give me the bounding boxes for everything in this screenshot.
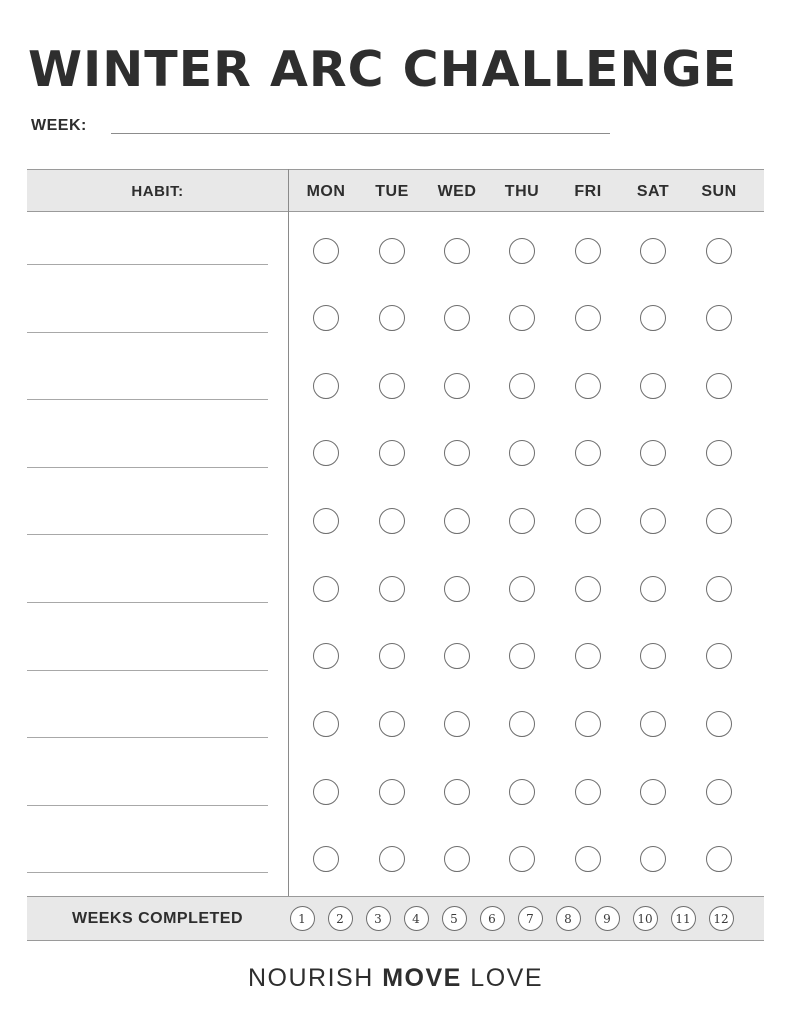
habit-checkbox-circle[interactable] <box>313 779 339 805</box>
habit-write-line[interactable] <box>27 737 268 738</box>
habit-checkbox-circle[interactable] <box>313 305 339 331</box>
habit-checkbox-circle[interactable] <box>509 711 535 737</box>
week-completed-circle[interactable]: 10 <box>633 906 658 931</box>
day-header-thu: THU <box>504 182 540 200</box>
habit-checkbox-circle[interactable] <box>706 440 732 466</box>
habit-checkbox-circle[interactable] <box>313 440 339 466</box>
habit-checkbox-circle[interactable] <box>575 508 601 534</box>
column-divider <box>288 169 289 896</box>
habit-checkbox-circle[interactable] <box>706 508 732 534</box>
habit-write-line[interactable] <box>27 872 268 873</box>
habit-checkbox-circle[interactable] <box>444 711 470 737</box>
habit-checkbox-circle[interactable] <box>444 508 470 534</box>
habit-checkbox-circle[interactable] <box>640 779 666 805</box>
week-completed-circle[interactable]: 6 <box>480 906 505 931</box>
week-input-line[interactable] <box>111 133 610 134</box>
habit-checkbox-circle[interactable] <box>444 576 470 602</box>
habit-checkbox-circle[interactable] <box>706 373 732 399</box>
habit-write-line[interactable] <box>27 670 268 671</box>
habit-checkbox-circle[interactable] <box>509 508 535 534</box>
habit-checkbox-circle[interactable] <box>640 576 666 602</box>
habit-checkbox-circle[interactable] <box>706 711 732 737</box>
habit-checkbox-circle[interactable] <box>640 305 666 331</box>
week-completed-circle[interactable]: 2 <box>328 906 353 931</box>
habit-checkbox-circle[interactable] <box>379 238 405 264</box>
habit-write-line[interactable] <box>27 602 268 603</box>
day-header-sun: SUN <box>701 182 737 200</box>
week-completed-circle[interactable]: 7 <box>518 906 543 931</box>
table-header <box>27 169 764 212</box>
page-title: WINTER ARC CHALLENGE <box>28 41 738 98</box>
week-completed-circle[interactable]: 12 <box>709 906 734 931</box>
habit-checkbox-circle[interactable] <box>575 305 601 331</box>
brand-footer <box>0 964 791 993</box>
week-completed-circle[interactable]: 9 <box>595 906 620 931</box>
habit-write-line[interactable] <box>27 264 268 265</box>
habit-write-line[interactable] <box>27 399 268 400</box>
habit-checkbox-circle[interactable] <box>640 373 666 399</box>
habit-checkbox-circle[interactable] <box>640 508 666 534</box>
habit-checkbox-circle[interactable] <box>575 373 601 399</box>
brand-part-nourish: NOURISH <box>247 964 383 992</box>
weeks-completed-label: WEEKS COMPLETED <box>71 909 244 927</box>
habit-checkbox-circle[interactable] <box>379 711 405 737</box>
habit-write-line[interactable] <box>27 805 268 806</box>
habit-checkbox-circle[interactable] <box>575 238 601 264</box>
habit-write-line[interactable] <box>27 534 268 535</box>
week-completed-circle[interactable]: 1 <box>290 906 315 931</box>
habit-checkbox-circle[interactable] <box>313 508 339 534</box>
habit-checkbox-circle[interactable] <box>444 440 470 466</box>
habit-checkbox-circle[interactable] <box>379 779 405 805</box>
habit-checkbox-circle[interactable] <box>379 373 405 399</box>
habit-checkbox-circle[interactable] <box>509 305 535 331</box>
habit-checkbox-circle[interactable] <box>379 643 405 669</box>
habit-checkbox-circle[interactable] <box>313 373 339 399</box>
week-completed-circle[interactable]: 11 <box>671 906 696 931</box>
day-header-fri: FRI <box>574 182 602 200</box>
habit-checkbox-circle[interactable] <box>313 576 339 602</box>
habit-checkbox-circle[interactable] <box>509 238 535 264</box>
habit-write-line[interactable] <box>27 332 268 333</box>
week-completed-circle[interactable]: 5 <box>442 906 467 931</box>
habit-checkbox-circle[interactable] <box>444 643 470 669</box>
habit-checkbox-circle[interactable] <box>313 643 339 669</box>
day-header-mon: MON <box>306 182 346 200</box>
habit-checkbox-circle[interactable] <box>640 440 666 466</box>
habit-checkbox-circle[interactable] <box>640 846 666 872</box>
habit-checkbox-circle[interactable] <box>379 508 405 534</box>
habit-checkbox-circle[interactable] <box>313 846 339 872</box>
weeks-completed-row <box>27 896 764 941</box>
day-header-tue: TUE <box>375 182 409 200</box>
habit-write-line[interactable] <box>27 467 268 468</box>
habit-checkbox-circle[interactable] <box>444 238 470 264</box>
habit-checkbox-circle[interactable] <box>706 305 732 331</box>
habit-checkbox-circle[interactable] <box>379 576 405 602</box>
habit-checkbox-circle[interactable] <box>640 238 666 264</box>
habit-tracker-table <box>27 169 764 941</box>
habit-checkbox-circle[interactable] <box>575 643 601 669</box>
habit-checkbox-circle[interactable] <box>706 643 732 669</box>
brand-part-love: LOVE <box>461 964 543 992</box>
habit-checkbox-circle[interactable] <box>706 576 732 602</box>
habit-checkbox-circle[interactable] <box>509 643 535 669</box>
habit-checkbox-circle[interactable] <box>509 576 535 602</box>
habit-checkbox-circle[interactable] <box>575 779 601 805</box>
habit-checkbox-circle[interactable] <box>509 779 535 805</box>
habit-checkbox-circle[interactable] <box>706 779 732 805</box>
habit-checkbox-circle[interactable] <box>575 846 601 872</box>
brand-part-move: MOVE <box>382 964 462 992</box>
week-completed-circle[interactable]: 8 <box>556 906 581 931</box>
week-completed-circle[interactable]: 3 <box>366 906 391 931</box>
habit-checkbox-circle[interactable] <box>640 643 666 669</box>
habit-checkbox-circle[interactable] <box>509 846 535 872</box>
habit-checkbox-circle[interactable] <box>313 711 339 737</box>
habit-checkbox-circle[interactable] <box>444 373 470 399</box>
week-completed-circle[interactable]: 4 <box>404 906 429 931</box>
habit-column-header: HABIT: <box>131 183 184 200</box>
habit-checkbox-circle[interactable] <box>509 373 535 399</box>
habit-checkbox-circle[interactable] <box>575 711 601 737</box>
habit-checkbox-circle[interactable] <box>379 305 405 331</box>
habit-checkbox-circle[interactable] <box>575 440 601 466</box>
habit-checkbox-circle[interactable] <box>444 305 470 331</box>
habit-checkbox-circle[interactable] <box>379 440 405 466</box>
week-label: WEEK: <box>31 117 87 134</box>
habit-checkbox-circle[interactable] <box>379 846 405 872</box>
day-header-wed: WED <box>437 182 477 200</box>
day-header-sat: SAT <box>636 182 670 200</box>
habit-checkbox-circle[interactable] <box>444 779 470 805</box>
habit-checkbox-circle[interactable] <box>509 440 535 466</box>
habit-checkbox-circle[interactable] <box>706 238 732 264</box>
habit-checkbox-circle[interactable] <box>313 238 339 264</box>
habit-checkbox-circle[interactable] <box>706 846 732 872</box>
habit-checkbox-circle[interactable] <box>444 846 470 872</box>
habit-checkbox-circle[interactable] <box>575 576 601 602</box>
habit-checkbox-circle[interactable] <box>640 711 666 737</box>
